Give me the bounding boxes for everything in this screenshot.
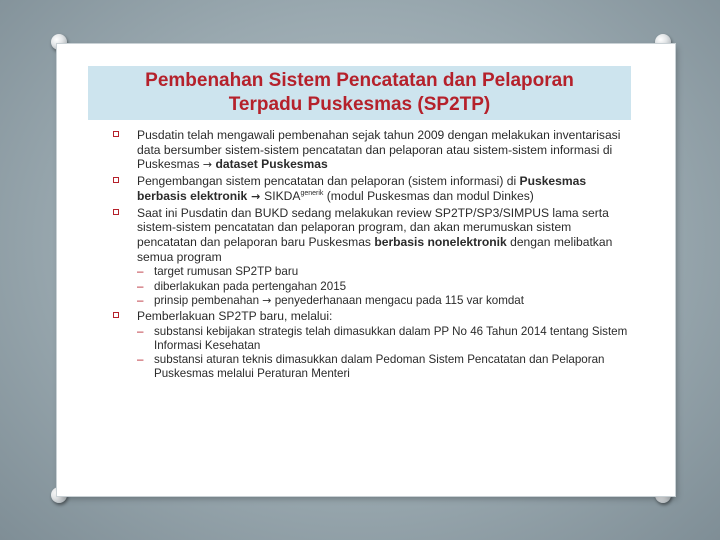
sub-item-text: substansi kebijakan strategis telah dimasukkan dalam PP No 46 Tahun 2014 tentang Sistem Informasi Kesehatan <box>154 324 628 352</box>
sub-item <box>137 325 628 353</box>
bullet-text: Saat ini Pusdatin dan BUKD sedang melakukan review SP2TP/SP3/SIMPUS lama serta sistem-sistem pencatatan dan pelaporan program, dan akan merumuskan sistem pencatatan dan pelaporan baru Puskesmas <box>137 205 609 249</box>
bullet-item <box>108 128 628 173</box>
sub-item <box>137 353 628 381</box>
sub-item-text: prinsip pembenahan <box>154 293 263 307</box>
sub-item <box>137 265 628 279</box>
bullet-item <box>108 309 628 324</box>
arrow-icon: → <box>247 189 265 203</box>
bullet-text: SIKDA <box>264 188 301 203</box>
superscript-text: generik <box>300 189 324 197</box>
arrow-icon: → <box>262 293 272 307</box>
bullet-bold-text: Puskesmas berbasis elektronik <box>137 174 587 203</box>
bullet-text: dengan melibatkan semua program <box>137 234 613 264</box>
square-bullet-icon <box>113 312 119 318</box>
square-bullet-icon <box>113 131 119 137</box>
bullet-text: (modul Puskesmas dan modul Dinkes) <box>323 188 534 203</box>
bullet-bold-text: dataset Puskesmas <box>212 157 328 172</box>
bullet-item <box>108 174 628 204</box>
bullet-item <box>108 206 628 265</box>
sub-item-text: target rumusan SP2TP baru <box>154 265 299 279</box>
square-bullet-icon <box>113 209 119 215</box>
slide-title-line-1: Pembenahan Sistem Pencatatan dan Pelaporan <box>145 70 574 91</box>
bullet-text: Pusdatin telah mengawali pembenahan sejak tahun 2009 dengan melakukan inventarisasi data bersumber sistem-sistem pencatatan dan pelaporan atau sistem-sistem informasi di Puskesmas <box>137 128 621 172</box>
slide-title-line-2: Terpadu Puskesmas (SP2TP) <box>228 94 491 115</box>
bullet-text: Pemberlakuan SP2TP baru, melalui: <box>137 308 333 323</box>
bullet-bold-text: berbasis nonelektronik <box>374 234 507 249</box>
dash-bullet-icon: – <box>137 293 144 307</box>
bullet-text: Pengembangan sistem pencatatan dan pelaporan (sistem informasi) di <box>137 174 520 189</box>
sub-item <box>137 280 628 294</box>
dash-bullet-icon: – <box>137 279 144 293</box>
slide-body <box>108 128 628 381</box>
sub-item <box>137 294 628 308</box>
dash-bullet-icon: – <box>137 265 144 279</box>
dash-bullet-icon: – <box>137 353 144 367</box>
sub-item-text: penyederhanaan mengacu pada 115 var komdat <box>271 293 524 307</box>
dash-bullet-icon: – <box>137 324 144 338</box>
square-bullet-icon <box>113 177 119 183</box>
sub-item-text: substansi aturan teknis dimasukkan dalam Pedoman Sistem Pencatatan dan Pelaporan Puskesmas melalui Peraturan Menteri <box>154 353 605 381</box>
arrow-icon: → <box>202 158 213 172</box>
sub-item-text: diberlakukan pada pertengahan 2015 <box>154 279 347 293</box>
title-banner <box>88 66 631 120</box>
